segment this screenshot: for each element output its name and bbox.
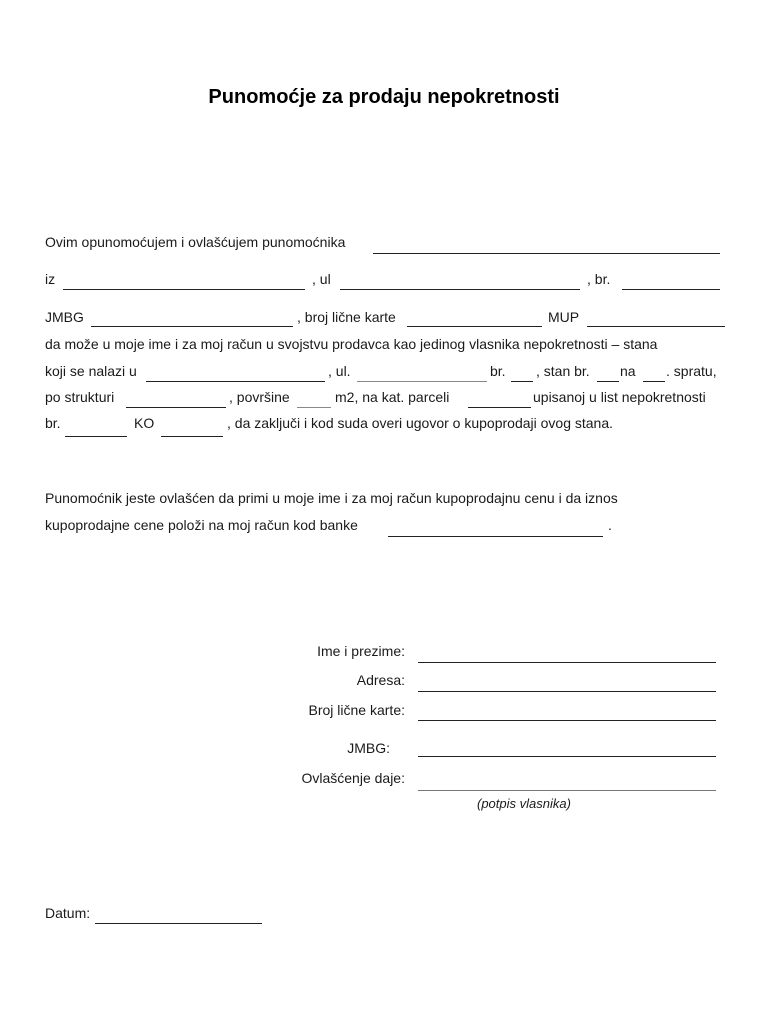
- id-card-label: , broj lične karte: [297, 309, 396, 325]
- document-title: Punomoćje za prodaju nepokretnosti: [208, 86, 560, 108]
- parcel-blank[interactable]: [468, 407, 531, 408]
- street2-label: , ul.: [328, 363, 351, 379]
- date-label: Datum:: [45, 905, 91, 921]
- cadastral-label: KO: [134, 415, 155, 431]
- grantor-label: Ovlašćenje daje:: [301, 770, 405, 786]
- grantor-signature-line[interactable]: [418, 790, 716, 791]
- cadastral-blank[interactable]: [161, 436, 223, 437]
- address-line[interactable]: [418, 691, 716, 692]
- street-blank[interactable]: [340, 289, 580, 290]
- registry-number-blank[interactable]: [65, 436, 127, 437]
- floor-on-label: na: [620, 363, 636, 379]
- jmbg-line[interactable]: [418, 756, 716, 757]
- intro-text: Ovim opunomoćujem i ovlašćujem punomoćnika: [45, 234, 346, 250]
- period: .: [608, 517, 612, 533]
- name-line[interactable]: [418, 662, 716, 663]
- signature-caption: (potpis vlasnika): [477, 796, 571, 811]
- house-number-blank[interactable]: [622, 289, 720, 290]
- municipality-blank[interactable]: [146, 381, 325, 382]
- address-label: Adresa:: [356, 672, 405, 688]
- jmbg-label: JMBG: [45, 309, 84, 325]
- floor-blank[interactable]: [643, 381, 665, 382]
- registry-label: upisanoj u list nepokretnosti: [533, 389, 706, 405]
- name-label: Ime i prezime:: [317, 643, 405, 659]
- registry-number-label: br.: [45, 415, 61, 431]
- city-blank[interactable]: [63, 289, 305, 290]
- apartment-label: , stan br.: [536, 363, 590, 379]
- scope-text: da može u moje ime i za moj račun u svojstvu prodavca kao jedinog vlasnika nepokretnosti – stana: [45, 336, 658, 352]
- apartment-blank[interactable]: [597, 381, 619, 382]
- structure-blank[interactable]: [126, 407, 226, 408]
- area-blank[interactable]: [297, 407, 331, 408]
- id-card-blank[interactable]: [407, 326, 542, 327]
- mup-label: MUP: [548, 309, 580, 325]
- number-label: , br.: [587, 271, 611, 287]
- street-label: , ul: [312, 271, 331, 287]
- number2-blank[interactable]: [511, 381, 533, 382]
- parcel-label: m2, na kat. parceli: [335, 389, 450, 405]
- date-line[interactable]: [95, 923, 262, 924]
- jmbg-sig-label: JMBG:: [347, 740, 390, 756]
- payment-text: Punomoćnik jeste ovlašćen da primi u moje ime i za moj račun kupoprodajnu cenu i da iznos: [45, 490, 618, 506]
- mup-blank[interactable]: [587, 326, 725, 327]
- conclude-text: , da zaključi i kod suda overi ugovor o kupoprodaji ovog stana.: [227, 415, 614, 431]
- area-label: , površine: [229, 389, 290, 405]
- jmbg-blank[interactable]: [91, 326, 293, 327]
- agent-name-blank[interactable]: [373, 253, 720, 254]
- bank-blank[interactable]: [388, 536, 603, 537]
- id-card-sig-label: Broj lične karte:: [308, 702, 405, 718]
- structure-label: po strukturi: [45, 389, 115, 405]
- bank-text: kupoprodajne cene položi na moj račun kod banke: [45, 517, 358, 533]
- from-label: iz: [45, 271, 56, 287]
- floor-label: . spratu,: [666, 363, 717, 379]
- id-card-line[interactable]: [418, 720, 716, 721]
- number2-label: br.: [490, 363, 506, 379]
- located-in-label: koji se nalazi u: [45, 363, 137, 379]
- street2-blank[interactable]: [357, 381, 487, 382]
